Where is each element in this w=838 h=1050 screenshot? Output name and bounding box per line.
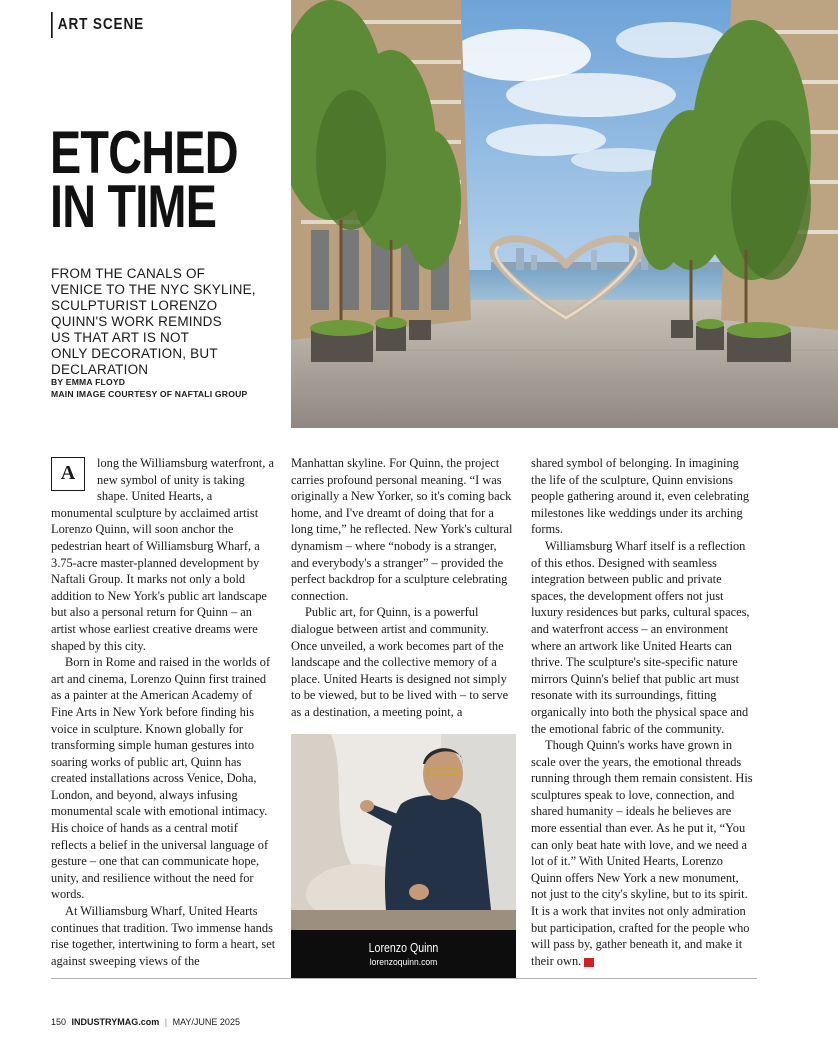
paragraph: Manhattan skyline. For Quinn, the project carries profound personal meaning. “I was originally a New Yorker, so it's coming back home, and I've dreamt of doing that for a long time,” he reflected. New York's cultural dynamism – where “nobody is a stranger, and everybody's a stranger” – provided the perfect backdrop for a sculpture celebrating connection.: [291, 456, 513, 603]
paragraph: long the Williamsburg waterfront, a new symbol of unity is taking shape. United Hearts, a monumental sculpture by acclaimed artist Lorenzo Quinn, will soon anchor the pedestrian heart of Williamsburg Wharf, a 3.75-acre master-planned development by Naftali Group. It marks not only a bold addition to New York's public art landscape but also a personal return for Quinn – an artist whose earliest creative dreams were shaped by this city.: [51, 456, 274, 653]
deck-line: SCULPTURIST LORENZO: [51, 298, 218, 313]
deck: [51, 266, 291, 378]
publication-name: INDUSTRYMAG.com: [71, 1017, 160, 1027]
section-tag: ART SCENE: [51, 12, 144, 38]
artist-portrait-photo: [291, 734, 516, 930]
deck-line: FROM THE CANALS OF: [51, 266, 206, 281]
deck-line: ONLY DECORATION, BUT: [51, 346, 218, 361]
paragraph: shared symbol of belonging. In imagining the life of the sculpture, Quinn envisions people gathering around it, even celebrating milestones like weddings under its arching forms.: [531, 456, 750, 537]
caption-name: Lorenzo Quinn: [368, 941, 439, 955]
deck-line: VENICE TO THE NYC SKYLINE,: [51, 282, 256, 297]
drop-cap: A: [51, 457, 85, 491]
paragraph: At Williamsburg Wharf, United Hearts continues that tradition. Two immense hands rise together, intertwining to form a heart, set against sweeping views of the: [51, 904, 276, 968]
footer-separator: |: [164, 1017, 168, 1027]
headline-line-2: IN TIME: [50, 173, 217, 240]
image-credit: MAIN IMAGE COURTESY OF NAFTALI GROUP: [51, 389, 248, 399]
deck-line: DECLARATION: [51, 362, 149, 377]
caption-url[interactable]: lorenzoquinn.com: [369, 957, 438, 968]
byline: BY EMMA FLOYD: [51, 377, 126, 387]
paragraph: Williamsburg Wharf itself is a reflection of this ethos. Designed with seamless integration between public and private spaces, the development offers not just luxury residences but parks, cultural spaces, and waterfront access – an environment where an artwork like United Hearts can thrive. The sculpture's site-specific nature mirrors Quinn's belief that public art must resonate with its surroundings, fitting organically into both the physical space and the emotional fabric of the community.: [531, 538, 750, 736]
footer-rule: [51, 978, 757, 979]
issue-date: MAY/JUNE 2025: [172, 1017, 240, 1027]
article-column-1: [51, 455, 276, 969]
page-footer: [51, 1016, 240, 1028]
headline-line-1: ETCHED: [50, 119, 238, 186]
deck-line: US THAT ART IS NOT: [51, 330, 190, 345]
article-column-2: [291, 455, 516, 721]
paragraph: Born in Rome and raised in the worlds of art and cinema, Lorenzo Quinn first trained as a painter at the American Academy of Fine Arts in New York before finding his voice in sculpture. Known globally for transforming simple human gestures into soaring works of public art, Quinn has created installations across Venice, Doha, London, and beyond, always infusing monumental scale with emotional intimacy. His choice of hands as a central motif reflects a belief in the universal language of gesture – one that can communicate hope, unity, and resilience without the need for words.: [51, 655, 271, 902]
photo-caption: [291, 930, 516, 978]
deck-line: QUINN'S WORK REMINDS: [51, 314, 222, 329]
paragraph-final: [531, 737, 757, 969]
page-number: 150: [51, 1017, 67, 1027]
hero-image: [291, 0, 838, 428]
paragraph: Public art, for Quinn, is a powerful dialogue between artist and community. Once unveiled, a work becomes part of the landscape and the collective memory of a place. United Hearts is designed not simply to be viewed, but to be lived with – to serve as a destination, a meeting point, a: [291, 605, 509, 719]
credits: [51, 376, 247, 400]
headline: [50, 119, 238, 240]
end-mark-icon: I: [584, 958, 594, 967]
paragraph-text: Though Quinn's works have grown in scale over the years, the emotional threads running through them remain consistent. His sculptures speak to love, connection, and shared humanity – ideals he believes are more essential than ever. As he put it, “You can only beat hate with love, and we need a lot of it.” With United Hearts, Lorenzo Quinn offers New York a new monument, not just to the city's skyline, but to its spirit. It is a work that invites not only admiration but participation, crafted for the people who will pass by, gather beneath it, and make it their own.: [531, 738, 753, 968]
article-column-3: [531, 455, 757, 969]
